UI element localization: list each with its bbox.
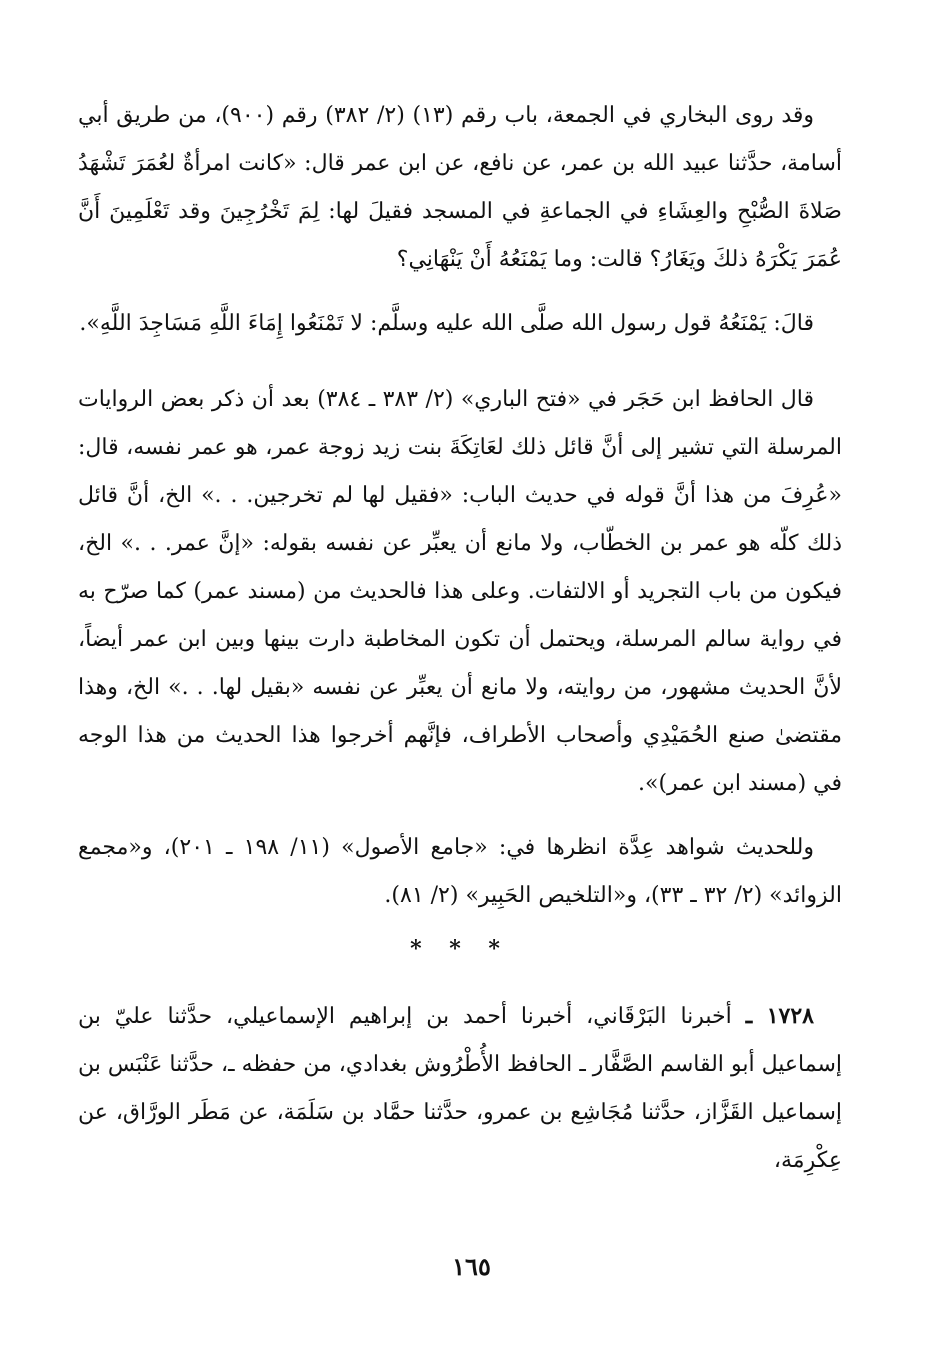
- paragraph-hadith-1728: [78, 992, 842, 1185]
- paragraph-hadith-bukhari: وقد روى البخاري في الجمعة، باب رقم (١٣) (٢/ ٣٨٢) رقم (٩٠٠)، من طريق أبي أسامة، حدَّثنا عبيد الله بن عمر، عن نافع، عن ابن عمر قال: «كانت امرأةٌ لعُمَرَ تَشْهَدُ صَلاةَ الصُّبْحِ والعِشَاءِ في الجماعةِ في المسجد فقيلَ لها: لِمَ تَخْرُجِينَ وقد تَعْلَمِينَ أَنَّ عُمَرَ يَكْرَهُ ذلكَ ويَغَارُ؟ قالت: وما يَمْنَعُهُ أَنْ يَنْهَانِي؟: [78, 103, 842, 272]
- hadith-1728-text: أخبرنا البَرْقَاني، أخبرنا أحمد بن إبراهيم الإسماعيلي، حدَّثنا عليّ بن إسماعيل أبو القاسم الصَّفَّار ـ الحافظ الأُطْرُوش بغدادي، من حفظه ـ، حدَّثنا عَنْبَس بن إسماعيل القَزَّاز، حدَّثنا مُجَاشِع بن عمرو، حدَّثنا حمَّاد بن سَلَمَة، عن مَطَر الورَّاق، عن عِكْرِمَة،: [78, 1004, 842, 1173]
- section-separator: * * *: [410, 936, 510, 962]
- hadith-number: ١٧٢٨ ـ: [745, 1003, 814, 1029]
- page-content: [78, 92, 842, 1185]
- paragraph-supporting-evidence: وللحديث شواهد عِدَّة انظرها في: «جامع الأصول» (١١/ ١٩٨ ـ ٢٠١)، و«مجمع الزوائد» (٢/ ٣٢ ـ ٣٣)، و«التلخيص الحَبِير» (٢/ ٨١).: [78, 835, 842, 908]
- page-number: ١٦٥: [452, 1252, 491, 1281]
- paragraph-ibn-hajar-commentary: قال الحافظ ابن حَجَر في «فتح الباري» (٢/ ٣٨٣ ـ ٣٨٤) بعد أن ذكر بعض الروايات المرسلة التي تشير إلى أنَّ قائل ذلك لعَاتِكَةَ بنت زيد زوجة عمر، هو عمر نفسه، قال: «عُرِفَ من هذا أنَّ قوله في حديث الباب: «فقيل لها لم تخرجين. . .» الخ، أنَّ قائل ذلك كلّه هو عمر بن الخطّاب، ولا مانع أن يعبِّر عن نفسه بقوله: «إنَّ عمر. . .» الخ، فيكون من باب التجريد أو الالتفات. وعلى هذا فالحديث من (مسند عمر) كما صرّح به في رواية سالم المرسلة، ويحتمل أن تكون المخاطبة دارت بينها وبين ابن عمر أيضاً، لأنَّ الحديث مشهور، من روايته، ولا مانع أن يعبِّر عن نفسه «بقيل لها. . .» الخ، وهذا مقتضىٰ صنع الحُمَيْدِي وأصحاب الأطراف، فإنَّهم أخرجوا هذا الحديث من هذا الوجه في (مسند ابن عمر)».: [78, 387, 842, 796]
- paragraph-hadith-continuation: قالَ: يَمْنَعُهُ قول رسول الله صلَّى الله عليه وسلَّم: لا تَمْنَعُوا إِمَاءَ اللَّهِ مَسَاجِدَ اللَّهِ».: [79, 311, 814, 336]
